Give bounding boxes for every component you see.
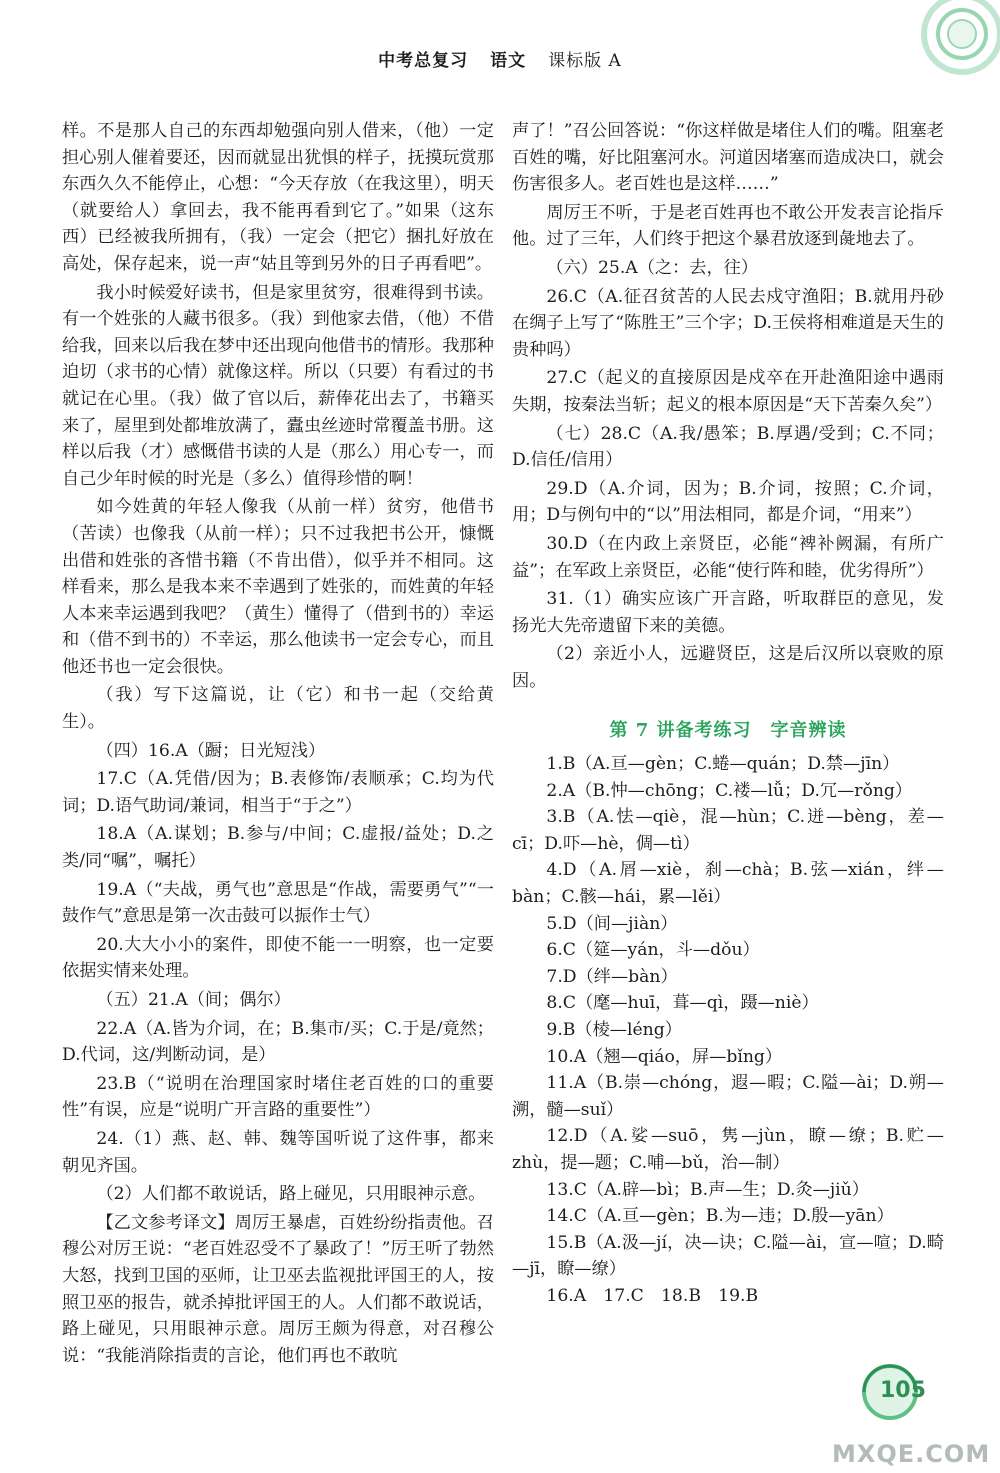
page-header [0, 46, 1000, 71]
answer-item: 3.B（A.怯—qiè，混—hùn；C.迸—bèng，差—cī；D.吓—hè，倜—tì） [512, 807, 944, 854]
answer-item: 9.B（棱—léng） [546, 1020, 682, 1040]
answer-item: 7.D（绊—bàn） [546, 966, 678, 987]
watermark: MXQE.COM [832, 1440, 991, 1468]
paragraph: 样。不是那人自己的东西却勉强向别人借来，（他）一定担心别人催着要还，因而就显出犹惧的样子，抚摸玩赏那东西久久不能停止，心想：“今天存放（在我这里），明天（就要给人）拿回去，我不能再看到它了。”如果（这东西）已经被我所拥有，（我）一定会（把它）捆扎好放在高处，保存起来，说一声“姑且等到另外的日子再看吧”。 [62, 121, 494, 274]
answer-item: （五）21.A（间；偶尔） [96, 990, 291, 1010]
answer-item: 27.C（起义的直接原因是戍卒在开赴渔阳途中遇雨失期，按秦法当斩；起义的根本原因是“天下苦秦久矣”） [512, 368, 944, 415]
answer-item: 16.A 17.C 18.B 19.B [546, 1285, 759, 1306]
answer-item: 5.D（间—jiàn） [546, 913, 678, 934]
answer-item: 8.C（麾—huī，葺—qì，蹑—niè） [546, 993, 819, 1014]
answer-item: 19.A（“夫战，勇气也”意思是“作战，需要勇气”“一鼓作气”意思是第一次击鼓可以振作士气） [62, 879, 494, 927]
answer-item: （七）28.C（A.我/愚笨；B.厚遇/受到；C.不同；D.信任/信用） [512, 423, 944, 471]
answer-item: 14.C（A.亘—gèn；B.为—违；D.殷—yān） [546, 1206, 894, 1227]
page-number: 105 [880, 1378, 926, 1403]
answer-item: 24.（1）燕、赵、韩、魏等国听说了这件事，都来朝见齐国。 [62, 1128, 494, 1176]
answer-item: 18.A（A.谋划；B.参与/中间；C.虚报/益处；D.之类/同“嘱”，嘱托） [62, 824, 494, 872]
decorative-ring-icon [900, 0, 1000, 104]
answer-item: 20.大大小小的案件，即使不能一一明察，也一定要依据实情来处理。 [62, 934, 494, 982]
subject: 语文 [490, 51, 527, 71]
answer-item: （四）16.A（蹰；日光短浅） [96, 740, 326, 761]
answer-item: 10.A（翘—qiáo，屏—bǐng） [546, 1046, 783, 1067]
answer-item: 6.C（筵—yán，斗—dǒu） [546, 940, 760, 961]
book-title: 中考总复习 [378, 51, 469, 71]
answer-item: 17.C（A.凭借/因为；B.表修饰/表顺承；C.均为代词；D.语气助词/兼词，相当于“于之”） [62, 769, 494, 816]
answer-item: 30.D（在内政上亲贤臣，必能“裨补阙漏，有所广益”；在军政上亲贤臣，必能“使行阵和睦，优劣得所”） [512, 533, 944, 581]
section-title: 第 7 讲备考练习 字音辨读 [609, 720, 847, 742]
answer-item: 2.A（B.忡—chōng；C.褛—lǚ；D.冗—rǒng） [546, 780, 913, 801]
paragraph: 声了！”召公回答说：“你这样做是堵住人们的嘴。阻塞老百姓的嘴，好比阻塞河水。河道因堵塞而造成决口，就会伤害很多人。老百姓也是这样……” [512, 121, 944, 195]
answer-item: 23.B（“说明在治理国家时堵住老百姓的口的重要性”有误，应是“说明广开言路的重要性”） [62, 1073, 494, 1121]
answer-item: 29.D（A.介词，因为；B.介词，按照；C.介词，用；D与例句中的“以”用法相同，都是介词，“用来”） [512, 478, 944, 526]
answer-item: 12.D（A.娑—suō，隽—jùn，瞭—缭；B.贮—zhù，提—题；C.哺—bǔ，治—制） [512, 1126, 944, 1173]
answer-item: 22.A（A.皆为介词，在；B.集市/买；C.于是/竟然；D.代词，这/判断动词，是） [62, 1018, 494, 1066]
answer-item: 4.D（A.屑—xiè，刹—chà；B.弦—xián，绊—bàn；C.骸—hái，累—lěi） [512, 860, 944, 908]
answer-item: 13.C（A.辟—bì；B.声—生；D.灸—jiǔ） [546, 1179, 869, 1200]
answer-item: （2）亲近小人，远避贤臣，这是后汉所以衰败的原因。 [512, 644, 944, 691]
answer-item: 26.C（A.征召贫苦的人民去戍守渔阳；B.就用丹砂在绸子上写了“陈胜王”三个字；D.王侯将相难道是天生的贵种吗） [512, 286, 944, 360]
paragraph: 我小时候爱好读书，但是家里贫穷，很难得到书读。有一个姓张的人藏书很多。（我）到他家去借，（他）不借给我，回来以后我在梦中还出现向他借书的情形。我那种迫切（求书的心情）就像这样。所以（只要）有看过的书就记在心里。（我）做了官以后，薪俸花出去了，书籍买来了，屋里到处都堆放满了，蠹虫丝迹时常覆盖书册。这样以后我（才）感慨借书读的人是（那么）用心专一，而自己少年时候的时光是（多么）值得珍惜的啊！ [62, 282, 494, 489]
answer-item: （2）人们都不敢说话，路上碰见，只用眼神示意。 [96, 1184, 486, 1205]
answer-item: 31.（1）确实应该广开言路，听取群臣的意见，发扬光大先帝遗留下来的美德。 [512, 589, 944, 636]
paragraph: 如今姓黄的年轻人像我（从前一样）贫穷，他借书（苦读）也像我（从前一样）；只不过我把书公开，慷慨出借和姓张的吝惜书籍（不肯出借），似乎并不相同。这样看来，那么是我本来不幸遇到了姓张的，而姓黄的年轻人本来幸运遇到我吧？（黄生）懂得了（借到书的）幸运和（借不到书的）不幸运，那么他读书一定会专心，而且他还书也一定会很快。 [62, 497, 494, 677]
paragraph: 周厉王不听，于是老百姓再也不敢公开发表言论指斥他。过了三年，人们终于把这个暴君放逐到彘地去了。 [512, 202, 944, 250]
answer-item: 15.B（A.汲—jí，决—诀；C.隘—ài，宣—喧；D.畸—jī，瞭—缭） [512, 1232, 944, 1280]
translation-paragraph: 【乙文参考译文】周厉王暴虐，百姓纷纷指责他。召穆公对厉王说：“老百姓忍受不了暴政了！”厉王听了勃然大怒，找到卫国的巫师，让卫巫去监视批评国王的人，按照卫巫的报告，就杀掉批评国王的人。人们都不敢说话，路上碰见，只用眼神示意。周厉王颇为得意，对召穆公说：“我能消除指责的言论，他们再也不敢吭 [62, 1212, 494, 1366]
answer-item: （六）25.A（之：去，往） [546, 257, 759, 278]
right-column [512, 118, 944, 1310]
edition: 课标版 A [548, 51, 622, 71]
answer-item: 11.A（B.崇—chóng，遐—暇；C.隘—ài；D.朔—溯，髓—suǐ） [512, 1073, 944, 1120]
paragraph: （我）写下这篇说，让（它）和书一起（交给黄生）。 [62, 685, 494, 733]
answer-item: 1.B（A.亘—gèn；C.蜷—quán；D.禁—jīn） [546, 754, 900, 775]
left-column [62, 118, 494, 1369]
